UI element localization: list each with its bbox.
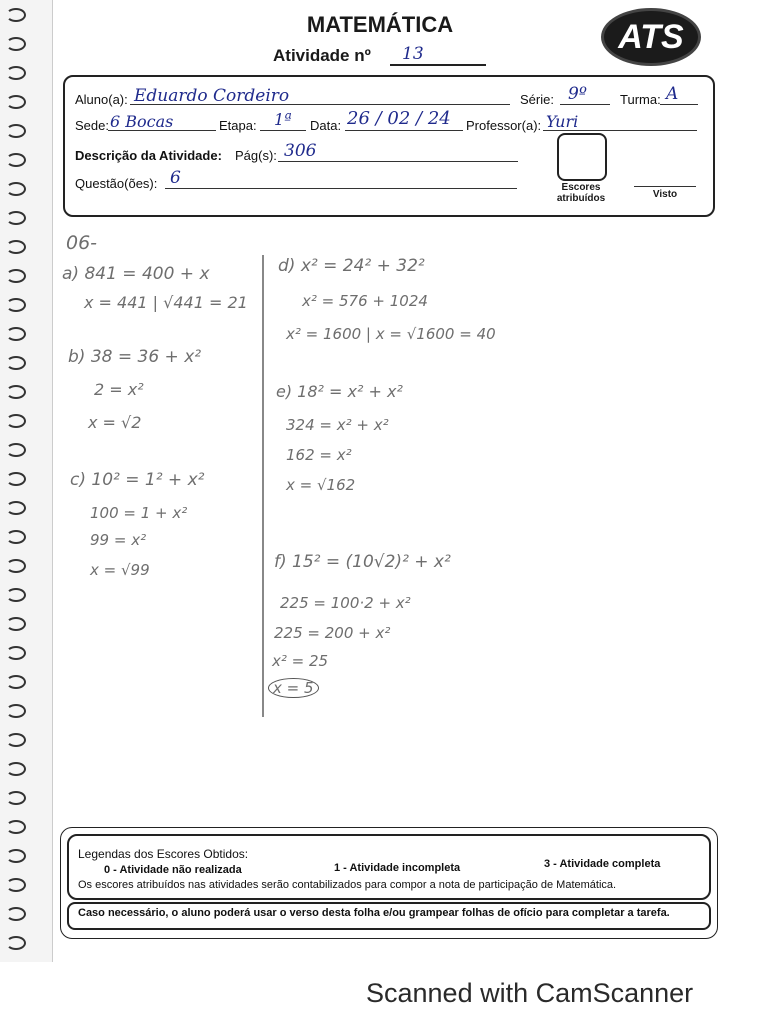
camscanner-watermark: Scanned with CamScanner (366, 978, 694, 1008)
spiral-ring (6, 153, 26, 167)
spiral-ring (6, 530, 26, 544)
item-c-line-2: 100 = 1 + x² (90, 504, 188, 522)
serie-value: 9º (568, 84, 587, 104)
spiral-ring (6, 269, 26, 283)
item-f-answer: x = 5 (268, 678, 319, 698)
item-c-line-3: 99 = x² (90, 531, 147, 549)
item-a-line-1: a) 841 = 400 + x (62, 264, 210, 284)
spiral-ring (6, 414, 26, 428)
spiral-ring (6, 211, 26, 225)
etapa-value: 1ª (274, 110, 292, 129)
spiral-ring (6, 733, 26, 747)
aluno-value: Eduardo Cordeiro (134, 86, 290, 106)
descricao-label: Descrição da Atividade: (75, 148, 222, 163)
item-e-line-3: 162 = x² (286, 446, 352, 464)
item-e-line-2: 324 = x² + x² (286, 416, 389, 434)
item-d-line-1: d) x² = 24² + 32² (278, 256, 425, 276)
turma-value: A (666, 84, 679, 104)
turma-label: Turma: (620, 92, 661, 107)
spiral-ring (6, 646, 26, 660)
spiral-ring (6, 907, 26, 921)
visto-label: Visto (652, 189, 678, 200)
item-d-line-2: x² = 576 + 1024 (302, 292, 428, 310)
spiral-ring (6, 791, 26, 805)
spiral-ring (6, 849, 26, 863)
spiral-ring (6, 936, 26, 950)
serie-label: Série: (520, 92, 554, 107)
item-d-line-3: x² = 1600 | x = √1600 = 40 (286, 325, 496, 343)
ats-logo: ATS (601, 8, 701, 66)
spiral-ring (6, 37, 26, 51)
questoes-line (165, 172, 517, 189)
spiral-ring (6, 95, 26, 109)
spiral-ring (6, 327, 26, 341)
spiral-ring (6, 443, 26, 457)
spiral-ring (6, 8, 26, 22)
legend-score-1: 1 - Atividade incompleta (334, 862, 461, 874)
spiral-ring (6, 588, 26, 602)
legend-score-0: 0 - Atividade não realizada (104, 864, 242, 876)
spiral-ring (6, 878, 26, 892)
item-f-line-3: 225 = 200 + x² (274, 624, 391, 642)
questoes-label: Questão(ões): (75, 176, 158, 191)
item-b-line-1: b) 38 = 36 + x² (68, 347, 202, 367)
item-f-line-4: x² = 25 (272, 652, 329, 670)
footer-note: Caso necessário, o aluno poderá usar o verso desta folha e/ou grampear folhas de ofício para completar a tarefa. (78, 907, 670, 919)
score-box (557, 133, 607, 181)
spiral-ring (6, 356, 26, 370)
legend-score-3: 3 - Atividade completa (544, 858, 661, 870)
etapa-label: Etapa: (219, 118, 257, 133)
spiral-ring (6, 501, 26, 515)
legend-title: Legendas dos Escores Obtidos: (78, 847, 249, 861)
visto-line (634, 170, 696, 187)
pags-label: Pág(s): (235, 148, 277, 163)
spiral-ring (6, 704, 26, 718)
spiral-ring (6, 385, 26, 399)
spiral-ring (6, 124, 26, 138)
spiral-ring (6, 298, 26, 312)
item-b-line-3: x = √2 (88, 413, 142, 432)
data-label: Data: (310, 118, 342, 133)
spiral-ring (6, 675, 26, 689)
page-title: MATEMÁTICA (306, 12, 454, 37)
spiral-ring (6, 762, 26, 776)
item-f-line-2: 225 = 100·2 + x² (280, 594, 411, 612)
item-e-line-4: x = √162 (286, 476, 356, 494)
spiral-ring (6, 820, 26, 834)
spiral-ring (6, 559, 26, 573)
sede-value: 6 Bocas (110, 112, 174, 131)
sede-label: Sede: (75, 118, 109, 133)
legend-note: Os escores atribuídos nas atividades serão contabilizados para compor a nota de participação de Matemática. (78, 879, 617, 891)
data-value: 26 / 02 / 24 (347, 108, 451, 129)
professor-label: Professor(a): (466, 118, 542, 133)
spiral-ring (6, 182, 26, 196)
column-divider (262, 255, 264, 717)
item-c-line-4: x = √99 (90, 561, 150, 579)
aluno-label: Aluno(a): (75, 92, 128, 107)
professor-value: Yuri (546, 112, 579, 131)
spiral-binding (0, 0, 52, 962)
item-b-line-2: 2 = x² (94, 380, 144, 399)
item-c-line-1: c) 10² = 1² + x² (70, 470, 205, 490)
activity-label: Atividade nº (273, 46, 371, 65)
pags-value: 306 (284, 141, 317, 161)
item-a-line-2: x = 441 | √441 = 21 (84, 293, 248, 312)
activity-number: 13 (402, 44, 424, 64)
item-e-line-1: e) 18² = x² + x² (276, 382, 403, 401)
escores-label: Escores atribuídos (556, 182, 606, 204)
spiral-ring (6, 240, 26, 254)
spiral-ring (6, 472, 26, 486)
question-heading: 06- (66, 232, 98, 254)
questoes-value: 6 (170, 168, 181, 188)
item-f-line-1: f) 15² = (10√2)² + x² (274, 552, 451, 572)
spiral-ring (6, 617, 26, 631)
spiral-ring (6, 66, 26, 80)
